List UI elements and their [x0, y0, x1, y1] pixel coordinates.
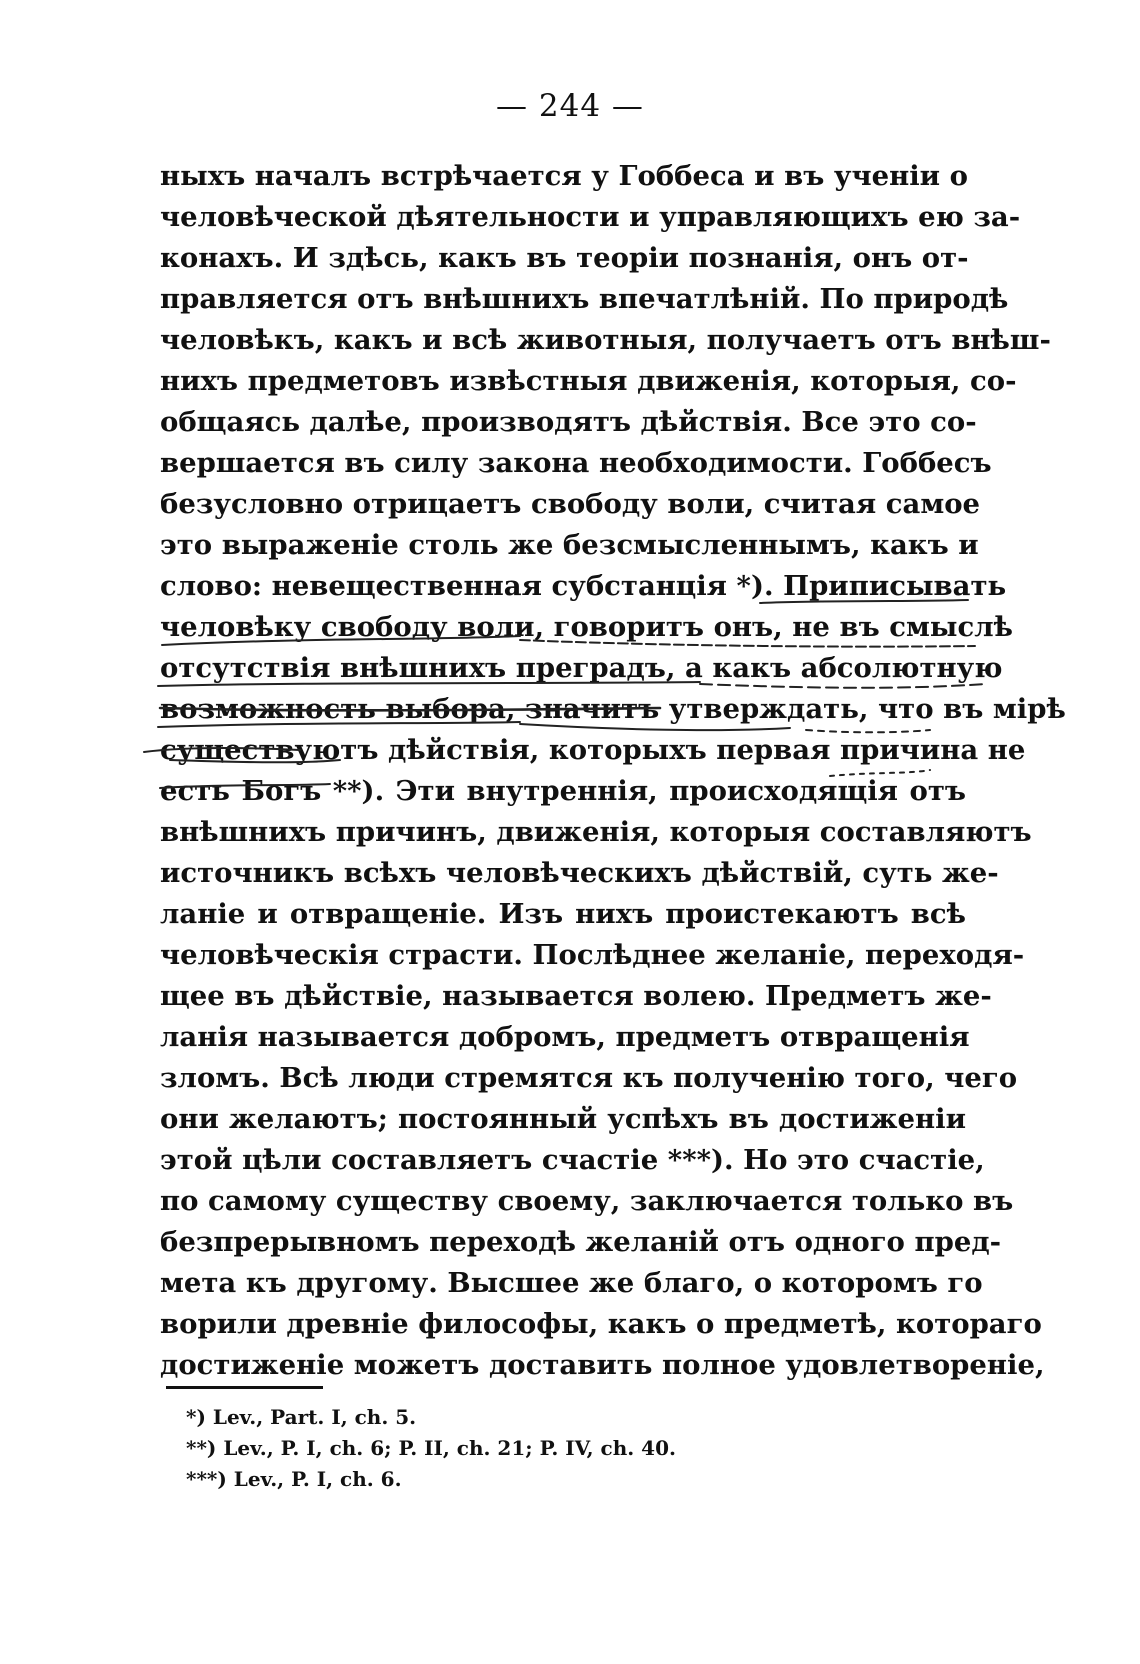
text-line: возможность выбора, значитъ утверждать, что въ мірѣ: [160, 693, 1066, 725]
text-line: есть Богъ **). Эти внутреннія, происходящія отъ: [160, 775, 966, 807]
text-line: существуютъ дѣйствія, которыхъ первая причина не: [160, 734, 1026, 766]
footnotes: [186, 1402, 886, 1495]
text-line: безпрерывномъ переходѣ желаній отъ одного пред-: [160, 1226, 1002, 1258]
text-line: нихъ предметовъ извѣстныя движенія, которыя, со-: [160, 365, 1017, 397]
text-line: человѣкъ, какъ и всѣ животныя, получаетъ отъ внѣш-: [160, 324, 1051, 356]
text-line: слово: невещественная субстанція *). Приписывать: [160, 570, 1007, 602]
footnote: **) Lev., P. I, ch. 6; P. II, ch. 21; P. IV, ch. 40.: [186, 1436, 676, 1460]
text-line: человѣку свободу воли, говоритъ онъ, не въ смыслѣ: [160, 611, 1013, 643]
text-line: человѣческія страсти. Послѣднее желаніе, переходя-: [160, 939, 1025, 971]
text-line: ланіе и отвращеніе. Изъ нихъ проистекаютъ всѣ: [160, 898, 966, 930]
text-line: ланія называется добромъ, предметъ отвращенія: [160, 1021, 970, 1053]
text-line: это выраженіе столь же безсмысленнымъ, какъ и: [160, 529, 979, 561]
body-text: [160, 156, 1066, 1386]
footnote: *) Lev., Part. I, ch. 5.: [186, 1405, 417, 1429]
text-line: безусловно отрицаетъ свободу воли, считая самое: [160, 488, 981, 520]
text-line: они желаютъ; постоянный успѣхъ въ достиженіи: [160, 1103, 966, 1135]
text-line: конахъ. И здѣсь, какъ въ теоріи познанія, онъ от-: [160, 242, 969, 274]
text-line: правляется отъ внѣшнихъ впечатлѣній. По природѣ: [160, 283, 1009, 315]
text-line: вершается въ силу закона необходимости. Гоббесъ: [160, 447, 992, 479]
text-line: этой цѣли составляетъ счастіе ***). Но это счастіе,: [160, 1144, 985, 1176]
text-line: общаясь далѣе, производятъ дѣйствія. Все это со-: [160, 406, 977, 438]
text-line: щее въ дѣйствіе, называется волею. Предметъ же-: [160, 980, 992, 1012]
text-line: ворили древніе философы, какъ о предметѣ, котораго: [160, 1308, 1042, 1340]
text-line: отсутствія внѣшнихъ преградъ, а какъ абсолютную: [160, 652, 1003, 684]
text-line: ныхъ началъ встрѣчается у Гоббеса и въ ученіи о: [160, 160, 968, 192]
text-line: мета къ другому. Высшее же благо, о которомъ го: [160, 1267, 983, 1299]
text-line: достиженіе можетъ доставить полное удовлетвореніе,: [160, 1349, 1045, 1381]
footnote: ***) Lev., P. I, ch. 6.: [186, 1467, 402, 1491]
text-line: по самому существу своему, заключается только въ: [160, 1185, 1014, 1217]
text-line: человѣческой дѣятельности и управляющихъ ею за-: [160, 201, 1021, 233]
text-line: зломъ. Всѣ люди стремятся къ полученію того, чего: [160, 1062, 1018, 1094]
footnote-divider: [166, 1386, 323, 1389]
text-line: внѣшнихъ причинъ, движенія, которыя составляютъ: [160, 816, 1032, 848]
page-number: — 244 —: [496, 88, 644, 124]
text-line: источникъ всѣхъ человѣческихъ дѣйствій, суть же-: [160, 857, 999, 889]
